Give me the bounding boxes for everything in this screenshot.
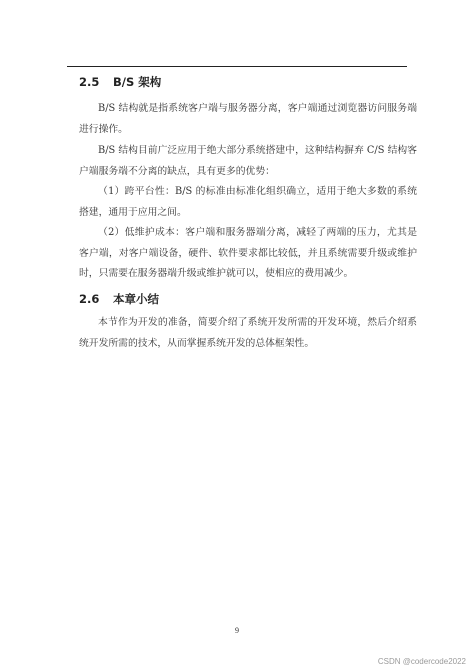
paragraph-summary: 本节作为开发的准备，简要介绍了系统开发所需的开发环境，然后介绍系统开发所需的技术，从而掌握系统开发的总体框架性。 bbox=[79, 317, 417, 349]
csdn-watermark: CSDN @codercode2022 bbox=[377, 657, 466, 666]
section-heading-summary bbox=[79, 291, 159, 307]
paragraph-bs-advantages: B/S 结构目前广泛应用于绝大部分系统搭建中，这种结构摒弃 C/S 结构客户端服务端不分离的缺点，具有更多的优势： bbox=[79, 145, 417, 177]
section-title: B/S 架构 bbox=[113, 75, 162, 89]
header-rule bbox=[67, 66, 407, 67]
paragraph-bs-definition: B/S 结构就是指系统客户端与服务器分离，客户端通过浏览器访问服务端进行操作。 bbox=[79, 103, 417, 135]
page-number: 9 bbox=[235, 626, 239, 635]
section-number: 2.5 bbox=[79, 75, 100, 89]
section-heading-bs bbox=[79, 74, 161, 90]
section-title: 本章小结 bbox=[113, 292, 159, 306]
paragraph-cross-platform: （1）跨平台性：B/S 的标准由标准化组织确立，适用于绝大多数的系统搭建，通用于应用之间。 bbox=[79, 186, 417, 218]
paragraph-low-maintenance: （2）低维护成本：客户端和服务器端分离，减轻了两端的压力，尤其是客户端，对客户端设备，硬件、软件要求都比较低，并且系统需要升级或维护时，只需要在服务器端升级或维护就可以，使相应的费用减少。 bbox=[79, 227, 417, 280]
section-number: 2.6 bbox=[79, 292, 100, 306]
